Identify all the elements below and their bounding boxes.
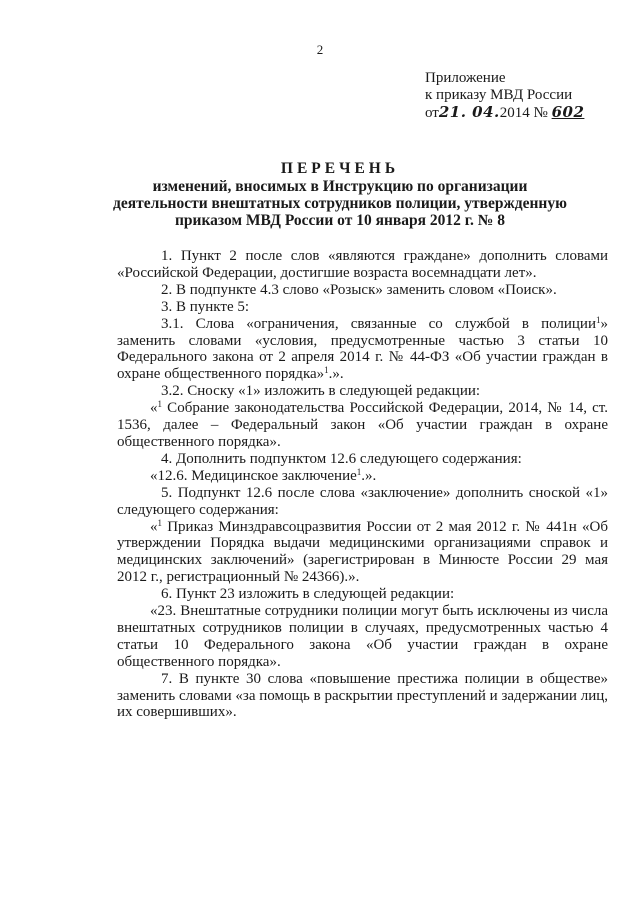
item-4-quote-text-b: .».: [361, 467, 377, 484]
handwritten-date: 21. 04.: [438, 103, 500, 121]
footnote-mark: 1: [596, 314, 601, 325]
title-line-3: приказом МВД России от 10 января 2012 г. № 8: [174, 212, 506, 229]
item-3-2-quote-text: Собрание законодательства Российской Федерации, 2014, № 14, ст. 1536, далее – Федеральный закон «Об участии граждан в охране общественного порядка».: [117, 400, 608, 450]
item-4-quote: [117, 468, 608, 485]
footnote-mark: 1: [157, 517, 162, 528]
document-title: [90, 160, 590, 229]
item-4: 4. Дополнить подпунктом 12.6 следующего содержания:: [161, 450, 522, 467]
item-3-2: 3.2. Сноску «1» изложить в следующей редакции:: [161, 383, 481, 400]
item-3-1-text-b: » заменить словами «условия, предусмотренные частью 3 статьи 10 Федерального закона от 2 апреля 2014 г. № 44-ФЗ «Об участии граждан в охране общественного порядка»: [117, 315, 608, 383]
appendix-label: Приложение: [425, 70, 506, 86]
footnote-mark: 1: [324, 365, 329, 376]
date-year: 2014: [499, 105, 530, 121]
title-line-1: изменений, вносимых в Инструкцию по организации: [152, 178, 528, 195]
document-body: [117, 248, 608, 721]
page-number: 2: [316, 42, 324, 57]
item-2: 2. В подпункте 4.3 слово «Розыск» заменить словом «Поиск».: [161, 281, 557, 298]
item-3-1-text-a: 3.1. Слова «ограничения, связанные со службой в полиции: [161, 315, 596, 332]
quote-open: «: [150, 400, 158, 417]
item-6: 6. Пункт 23 изложить в следующей редакции:: [161, 586, 455, 603]
title-line-2: деятельности внештатных сотрудников полиции, утвержденную: [113, 195, 567, 212]
footnote-mark: 1: [157, 399, 162, 410]
footnote-mark: 1: [356, 466, 362, 477]
item-4-quote-text-a: «12.6. Медицинское заключение: [150, 467, 357, 484]
number-sign: №: [533, 105, 548, 121]
title-heading: ПЕРЕЧЕНЬ: [280, 160, 400, 177]
item-1: 1. Пункт 2 после слов «являются граждане» дополнить словами «Российской Федерации, достигшие возраста восемнадцати лет».: [117, 248, 608, 281]
item-5-quote: [117, 519, 608, 587]
quote-open: «: [150, 518, 158, 535]
item-5-quote-text: Приказ Минздравсоцразвития России от 2 мая 2012 г. № 441н «Об утверждении Порядка выдачи медицинскими организациями справок и медицинских заключений» (зарегистрирован в Минюсте России 29 мая 2012 г., регистрационный № 24366).».: [117, 518, 608, 586]
appendix-date-line: [425, 104, 584, 122]
item-7: 7. В пункте 30 слова «повышение престижа полиции в обществе» заменить словами «за помощь в раскрытии преступлений и задержании лиц, их совершивших».: [117, 670, 608, 721]
appendix-order-ref: к приказу МВД России: [425, 87, 573, 103]
handwritten-number: 602: [551, 103, 585, 121]
item-3: 3. В пункте 5:: [161, 298, 250, 315]
item-3-1-text-c: .».: [328, 366, 344, 383]
date-prefix: от: [425, 105, 439, 121]
appendix-block: [425, 70, 584, 122]
item-3-2-quote: [117, 400, 608, 451]
item-5: 5. Подпункт 12.6 после слова «заключение» дополнить сноской «1» следующего содержания:: [117, 484, 608, 518]
item-6-quote: «23. Внештатные сотрудники полиции могут быть исключены из числа внештатных сотрудников полиции в случаях, предусмотренных частью 4 статьи 10 Федерального закона «Об участии граждан в охране общественного порядка».: [117, 603, 608, 670]
item-3-1: [117, 316, 608, 384]
